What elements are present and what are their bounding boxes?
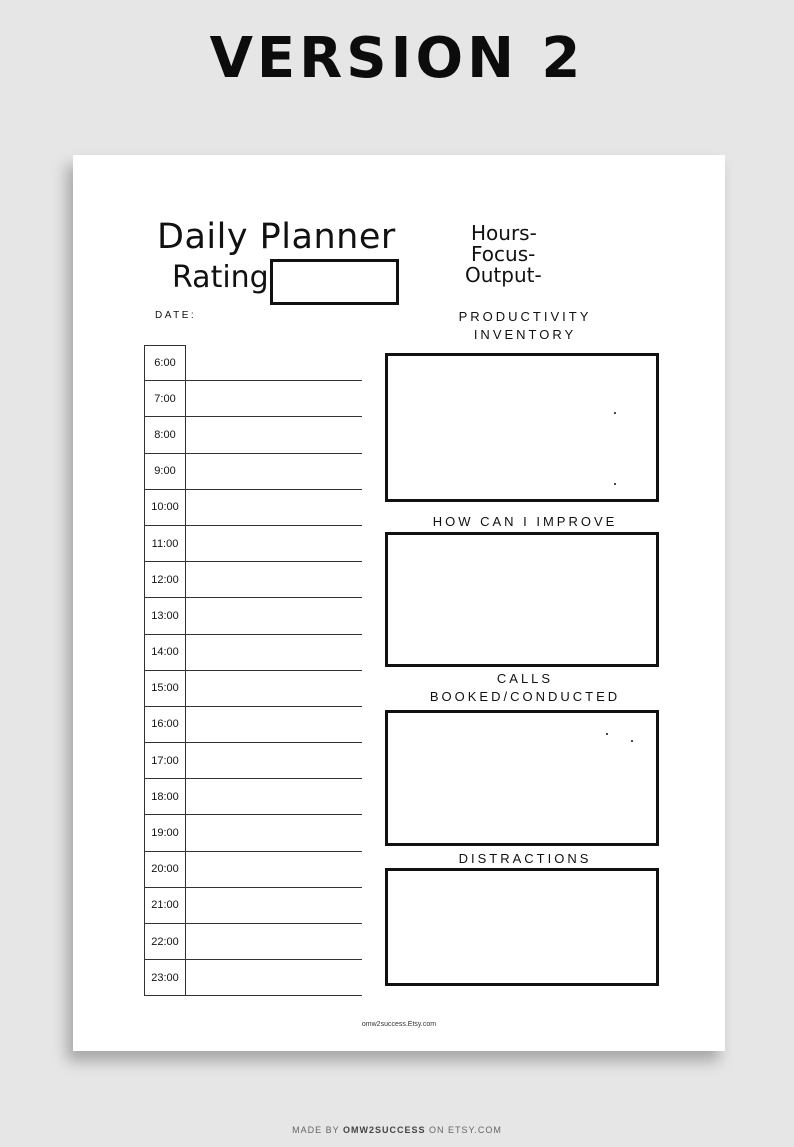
- schedule-row: [144, 707, 362, 743]
- time-slot-label: 6:00: [144, 345, 186, 380]
- schedule-row: [144, 779, 362, 815]
- time-slot-entry: [186, 417, 362, 452]
- schedule-row: [144, 490, 362, 526]
- schedule-row: [144, 635, 362, 671]
- time-slot-entry: [186, 888, 362, 923]
- hourly-schedule: [144, 345, 362, 996]
- time-slot-label: 23:00: [144, 960, 186, 995]
- time-slot-entry: [186, 743, 362, 778]
- schedule-row: [144, 562, 362, 598]
- made-by-suffix: ON ETSY.COM: [429, 1125, 502, 1135]
- distractions-box: [385, 868, 659, 986]
- schedule-row: [144, 526, 362, 562]
- time-slot-entry: [186, 852, 362, 887]
- productivity-inventory-label: [385, 308, 665, 344]
- time-slot-label: 19:00: [144, 815, 186, 850]
- productivity-label-line2: INVENTORY: [473, 327, 577, 342]
- date-label: DATE:: [155, 310, 197, 321]
- metric-focus: Focus-: [471, 242, 536, 266]
- schedule-row: [144, 417, 362, 453]
- schedule-row: [144, 381, 362, 417]
- schedule-row: [144, 743, 362, 779]
- time-slot-label: 11:00: [144, 526, 186, 561]
- speck: [631, 740, 633, 742]
- time-slot-label: 17:00: [144, 743, 186, 778]
- calls-label-line1: CALLS: [496, 671, 554, 686]
- calls-label-line2: BOOKED/CONDUCTED: [429, 689, 621, 704]
- how-can-i-improve-label: HOW CAN I IMPROVE: [432, 514, 618, 529]
- schedule-row: [144, 598, 362, 634]
- speck: [614, 412, 616, 414]
- time-slot-entry: [186, 815, 362, 850]
- time-slot-entry: [186, 960, 362, 995]
- time-slot-entry: [186, 454, 362, 489]
- made-by-prefix: MADE BY: [292, 1125, 340, 1135]
- time-slot-label: 16:00: [144, 707, 186, 742]
- time-slot-entry: [186, 779, 362, 814]
- schedule-row: [144, 345, 362, 381]
- time-slot-entry: [186, 635, 362, 670]
- calls-label: [385, 670, 665, 706]
- speck: [614, 483, 616, 485]
- schedule-row: [144, 852, 362, 888]
- productivity-inventory-box: [385, 353, 659, 502]
- time-slot-entry: [186, 526, 362, 561]
- version-heading: VERSION 2: [209, 26, 585, 91]
- time-slot-label: 22:00: [144, 924, 186, 959]
- time-slot-label: 20:00: [144, 852, 186, 887]
- distractions-label: DISTRACTIONS: [458, 851, 592, 866]
- time-slot-label: 10:00: [144, 490, 186, 525]
- metric-output: Output-: [465, 263, 542, 287]
- time-slot-entry: [186, 345, 362, 380]
- how-can-i-improve-box: [385, 532, 659, 667]
- time-slot-label: 14:00: [144, 635, 186, 670]
- schedule-row: [144, 888, 362, 924]
- schedule-row: [144, 960, 362, 996]
- metrics-list: [463, 223, 542, 286]
- schedule-row: [144, 815, 362, 851]
- time-slot-label: 8:00: [144, 417, 186, 452]
- time-slot-label: 13:00: [144, 598, 186, 633]
- planner-title: Daily Planner: [157, 217, 396, 257]
- speck: [606, 733, 608, 735]
- time-slot-label: 15:00: [144, 671, 186, 706]
- time-slot-entry: [186, 490, 362, 525]
- schedule-row: [144, 671, 362, 707]
- made-by-credit: [0, 1125, 794, 1135]
- time-slot-label: 21:00: [144, 888, 186, 923]
- planner-sheet: [73, 155, 725, 1051]
- time-slot-label: 7:00: [144, 381, 186, 416]
- time-slot-entry: [186, 598, 362, 633]
- rating-box: [270, 259, 399, 305]
- rating-label: Rating: [172, 260, 269, 295]
- calls-booked-box: [385, 710, 659, 846]
- time-slot-entry: [186, 707, 362, 742]
- metric-hours: Hours-: [471, 221, 537, 245]
- time-slot-entry: [186, 562, 362, 597]
- footer-url: omw2success.Etsy.com: [361, 1021, 437, 1028]
- schedule-row: [144, 924, 362, 960]
- productivity-label-line1: PRODUCTIVITY: [458, 309, 592, 324]
- time-slot-entry: [186, 924, 362, 959]
- time-slot-label: 18:00: [144, 779, 186, 814]
- time-slot-entry: [186, 381, 362, 416]
- schedule-row: [144, 454, 362, 490]
- made-by-shop: OMW2SUCCESS: [342, 1125, 426, 1135]
- time-slot-label: 12:00: [144, 562, 186, 597]
- time-slot-entry: [186, 671, 362, 706]
- time-slot-label: 9:00: [144, 454, 186, 489]
